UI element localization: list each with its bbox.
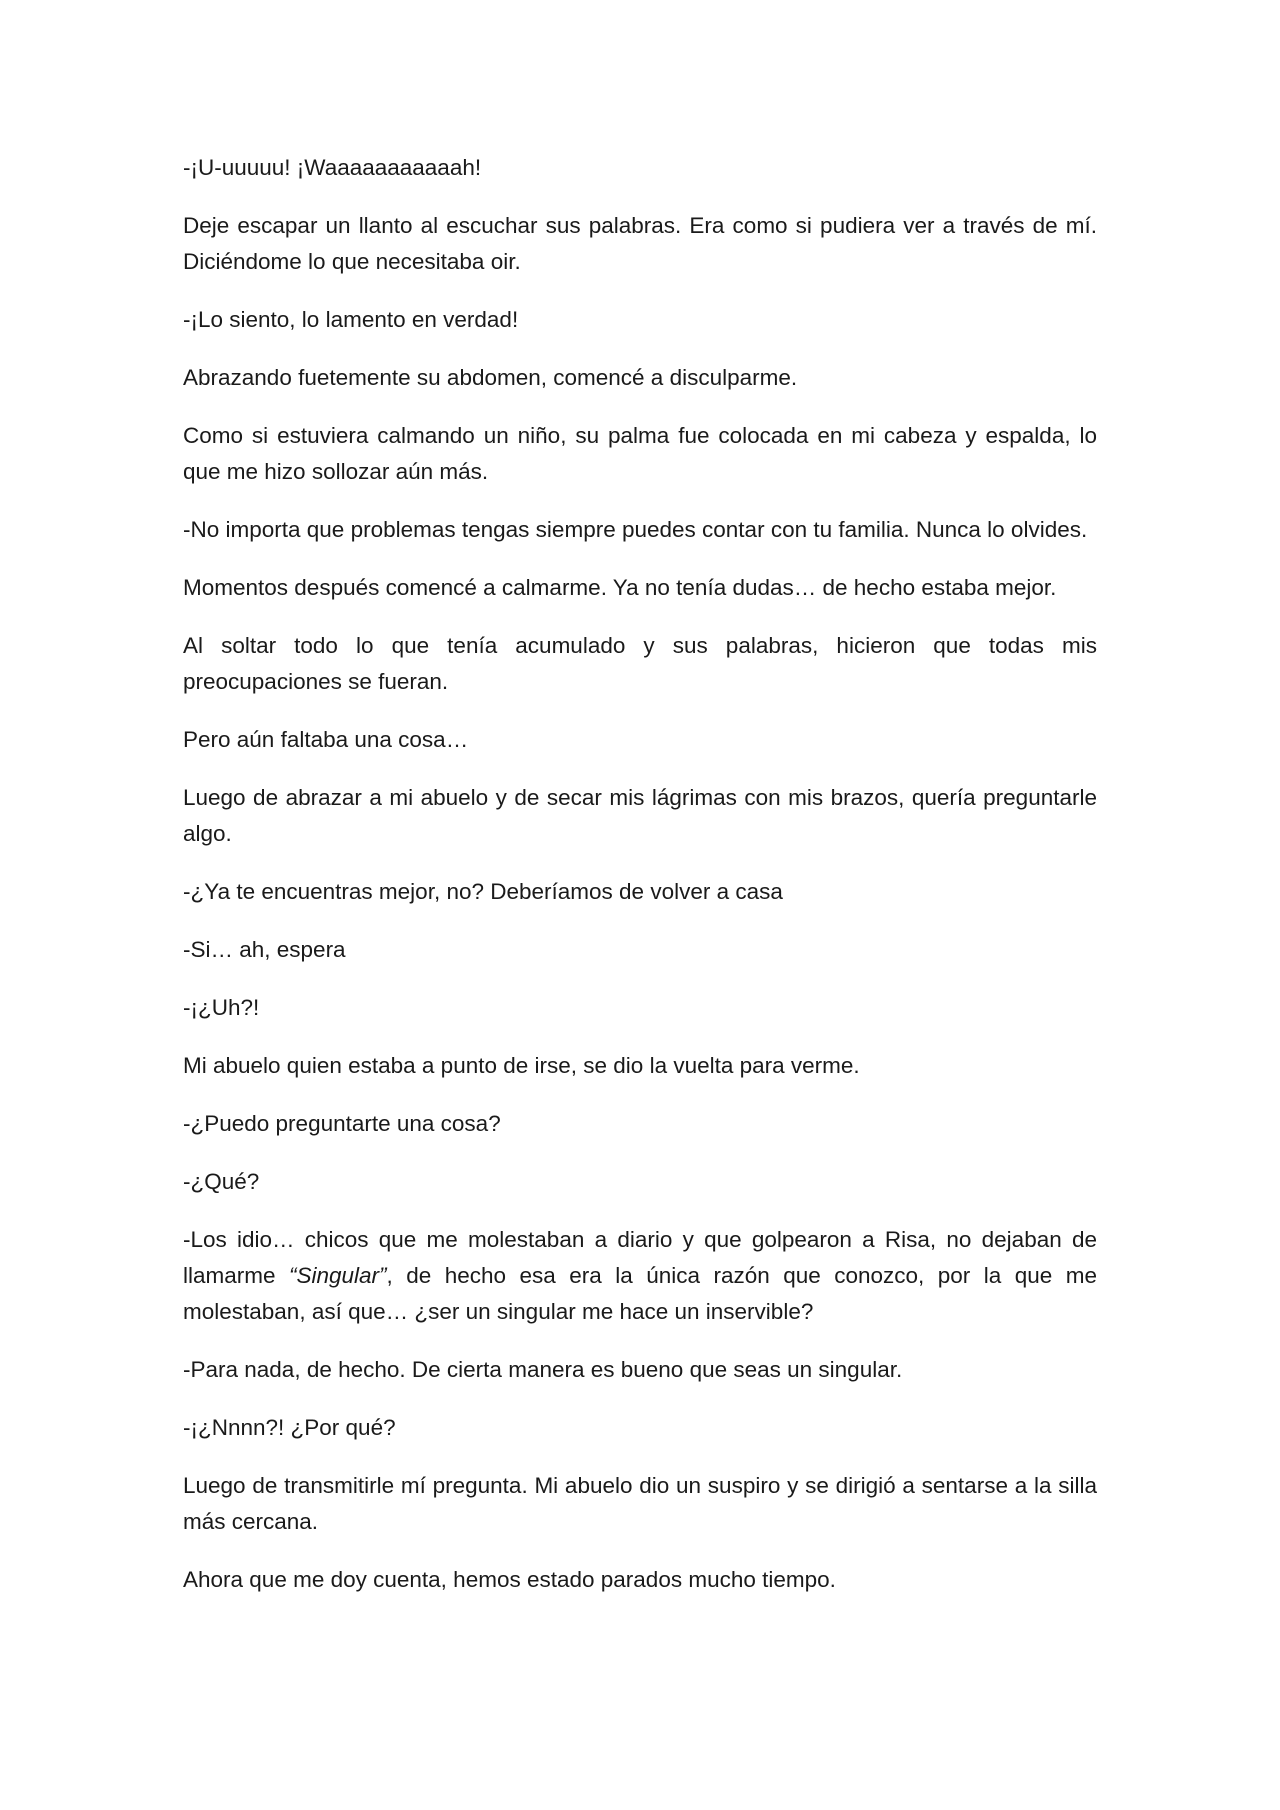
paragraph: Pero aún faltaba una cosa… [183, 727, 469, 752]
paragraph: -Para nada, de hecho. De cierta manera es bueno que seas un singular. [183, 1357, 903, 1382]
paragraph: -¡¿Uh?! [183, 995, 260, 1020]
document-body [183, 150, 1097, 1620]
paragraph: -¡Lo siento, lo lamento en verdad! [183, 307, 519, 332]
paragraph: Luego de abrazar a mi abuelo y de secar mis lágrimas con mis brazos, quería preguntarle algo. [183, 785, 1097, 846]
paragraph-text: -Los idio… chicos que me molestaban a diario y que golpearon a Risa, no dejaban de llamarme [183, 1227, 1097, 1288]
paragraph: Deje escapar un llanto al escuchar sus palabras. Era como si pudiera ver a través de mí. Diciéndome lo que necesitaba oir. [183, 213, 1097, 274]
paragraph: -¡U-uuuuu! ¡Waaaaaaaaaaah! [183, 155, 482, 180]
paragraph: -¿Ya te encuentras mejor, no? Deberíamos de volver a casa [183, 879, 783, 904]
paragraph: Luego de transmitirle mí pregunta. Mi abuelo dio un suspiro y se dirigió a sentarse a la silla más cercana. [183, 1473, 1097, 1534]
emphasized-term: “Singular” [288, 1263, 387, 1288]
paragraph: -Si… ah, espera [183, 937, 346, 962]
paragraph: Abrazando fuetemente su abdomen, comencé a disculparme. [183, 365, 798, 390]
paragraph: -No importa que problemas tengas siempre puedes contar con tu familia. Nunca lo olvides. [183, 517, 1088, 542]
paragraph [183, 1222, 1097, 1330]
paragraph: Como si estuviera calmando un niño, su palma fue colocada en mi cabeza y espalda, lo que me hizo sollozar aún más. [183, 423, 1097, 484]
paragraph-text: , de hecho esa era la única razón que conozco, por la que me molestaban, así que… ¿ser un singular me hace un inservible? [183, 1263, 1097, 1324]
paragraph: -¡¿Nnnn?! ¿Por qué? [183, 1415, 396, 1440]
paragraph: Ahora que me doy cuenta, hemos estado parados mucho tiempo. [183, 1567, 836, 1592]
paragraph: Al soltar todo lo que tenía acumulado y sus palabras, hicieron que todas mis preocupaciones se fueran. [183, 633, 1097, 694]
paragraph: -¿Puedo preguntarte una cosa? [183, 1111, 501, 1136]
paragraph: -¿Qué? [183, 1169, 260, 1194]
paragraph: Momentos después comencé a calmarme. Ya no tenía dudas… de hecho estaba mejor. [183, 575, 1057, 600]
paragraph: Mi abuelo quien estaba a punto de irse, se dio la vuelta para verme. [183, 1053, 860, 1078]
